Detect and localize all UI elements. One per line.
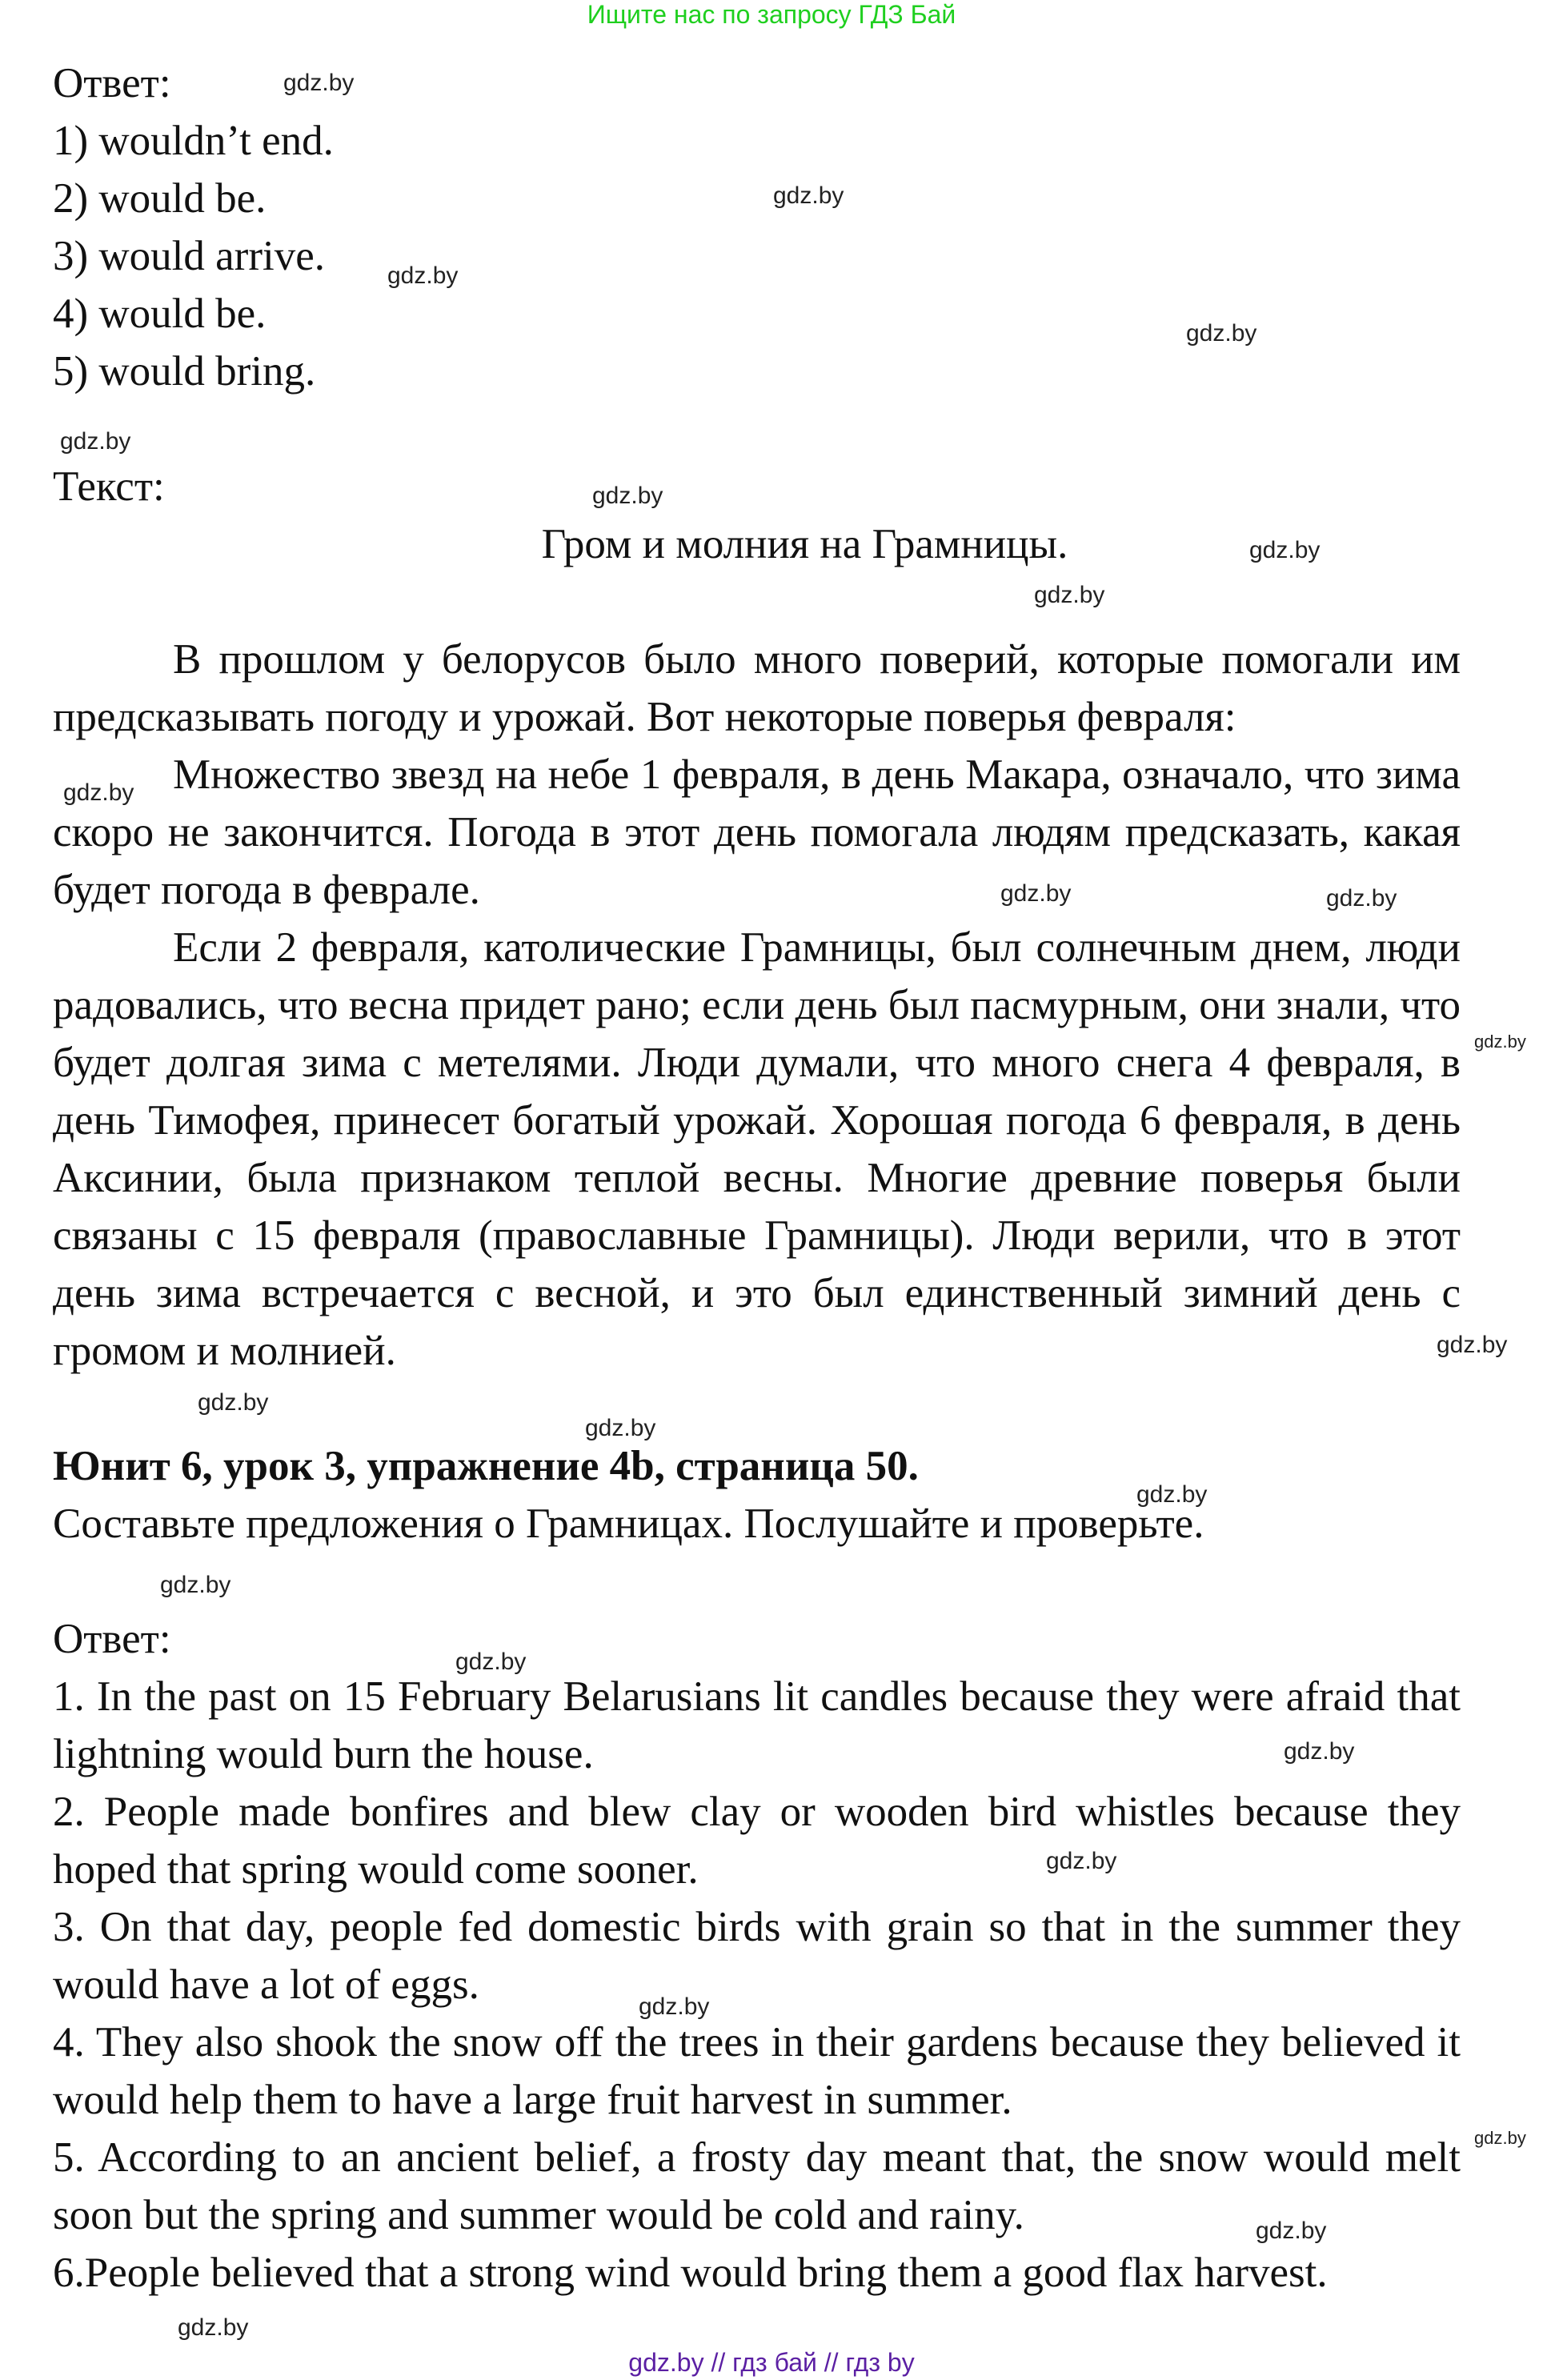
watermark: gdz.by xyxy=(1136,1481,1208,1508)
watermark: gdz.by xyxy=(455,1649,527,1675)
answer-sentence: 4. They also shook the snow off the trees in their gardens because they believed it would help them to have a large fruit harvest in summer. xyxy=(53,2019,1461,2123)
answer-label: Ответ: xyxy=(53,60,171,106)
watermark: gdz.by xyxy=(1249,537,1321,563)
watermark: gdz.by xyxy=(283,70,355,96)
exercise-instruction: Составьте предложения о Грамницах. Послушайте и проверьте. xyxy=(53,1501,1204,1547)
watermark: gdz.by xyxy=(1474,2128,1526,2148)
watermark: gdz.by xyxy=(773,182,844,209)
search-hint-banner: Ищите нас по запросу ГДЗ Бай xyxy=(587,0,956,29)
watermark: gdz.by xyxy=(1284,1738,1355,1765)
answer-item: 2) would be. xyxy=(53,175,267,222)
watermark: gdz.by xyxy=(592,483,663,509)
answer-item: 5) would bring. xyxy=(53,348,316,395)
watermark: gdz.by xyxy=(387,262,459,289)
watermark: gdz.by xyxy=(1034,582,1105,608)
answer-sentence: 2. People made bonfires and blew clay or wooden bird whistles because they hoped that spring would come sooner. xyxy=(53,1789,1461,1893)
watermark: gdz.by xyxy=(585,1415,656,1441)
watermark: gdz.by xyxy=(639,1993,710,2020)
answer-item: 4) would be. xyxy=(53,290,267,337)
watermark: gdz.by xyxy=(1326,885,1397,912)
watermark: gdz.by xyxy=(60,428,131,455)
document-body xyxy=(53,54,1461,2302)
watermark: gdz.by xyxy=(198,1389,269,1416)
watermark: gdz.by xyxy=(1186,320,1257,347)
text-title: Гром и молния на Грамницы. xyxy=(541,521,1068,567)
answer-sentence: 5. According to an ancient belief, a frosty day meant that, the snow would melt soon but the spring and summer would be cold and rainy. xyxy=(53,2134,1461,2238)
text-paragraph: В прошлом у белорусов было много поверий, которые помогали им предсказывать погоду и урожай. Вот некоторые поверья февраля: xyxy=(53,636,1461,740)
answer-sentence: 3. On that day, people fed domestic birds with grain so that in the summer they would have a lot of eggs. xyxy=(53,1904,1461,2008)
watermark: gdz.by xyxy=(160,1572,231,1598)
text-label: Текст: xyxy=(53,463,165,510)
watermark: gdz.by xyxy=(178,2314,249,2341)
watermark: gdz.by xyxy=(1046,1848,1117,1874)
footer-links: gdz.by // гдз бай // гдз by xyxy=(628,2348,915,2377)
answer-label: Ответ: xyxy=(53,1616,171,1662)
answer-sentence: 1. In the past on 15 February Belarusians lit candles because they were afraid that lightning would burn the house. xyxy=(53,1673,1461,1777)
watermark: gdz.by xyxy=(1474,1032,1526,1052)
answer-item: 1) wouldn’t end. xyxy=(53,118,334,164)
watermark: gdz.by xyxy=(1000,880,1072,907)
answer-sentence: 6.People believed that a strong wind would bring them a good flax harvest. xyxy=(53,2250,1328,2296)
watermark: gdz.by xyxy=(1437,1332,1508,1358)
answer-item: 3) would arrive. xyxy=(53,233,325,279)
watermark: gdz.by xyxy=(63,779,134,806)
text-paragraph: Множество звезд на небе 1 февраля, в день Макара, означало, что зима скоро не закончится. Погода в этот день помогала людям предсказать, какая будет погода в феврале. xyxy=(53,751,1461,913)
exercise-heading: Юнит 6, урок 3, упражнение 4b, страница 50. xyxy=(53,1443,919,1489)
text-paragraph: Если 2 февраля, католические Грамницы, был солнечным днем, люди радовались, что весна придет рано; если день был пасмурным, они знали, что будет долгая зима с метелями. Люди думали, что много снега 4 февраля, в день Тимофея, принесет богатый урожай. Хорошая погода 6 февраля, в день Аксинии, была признаком теплой весны. Многие древние поверья были связаны с 15 февраля (православные Грамницы). Люди верили, что в этот день зима встречается с весной, и это был единственный зимний день с громом и молнией. xyxy=(53,924,1461,1374)
watermark: gdz.by xyxy=(1256,2218,1327,2244)
